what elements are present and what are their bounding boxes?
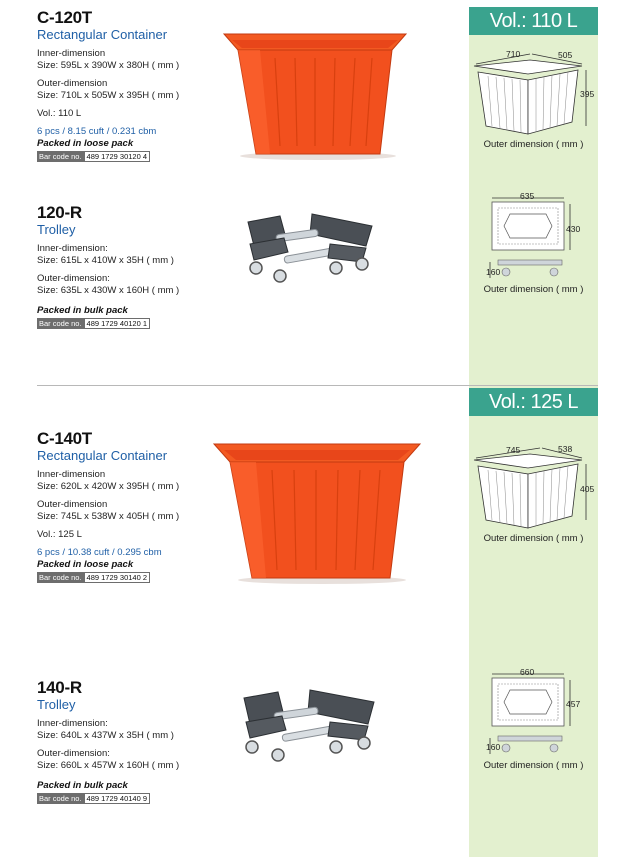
inner-dimension-size: Size: 640L x 437W x 35H ( mm ) <box>37 730 174 741</box>
packing-info: 6 pcs / 10.38 cuft / 0.295 cbm <box>37 547 162 558</box>
packing-info: 6 pcs / 8.15 cuft / 0.231 cbm <box>37 126 157 137</box>
outer-dimension-label: Outer-dimension: <box>37 273 110 284</box>
dimension-drawing-c140t <box>470 440 598 530</box>
product-code: C-140T <box>37 429 92 448</box>
dim-caption: Outer dimension ( mm ) <box>483 533 584 544</box>
product-name: Trolley <box>37 222 76 237</box>
barcode-label: Bar code no. <box>39 319 82 328</box>
trolley-photo-140r <box>236 684 382 768</box>
barcode-number: 489 1729 30120 4 <box>84 151 150 162</box>
outer-dimension-label: Outer-dimension <box>37 78 108 89</box>
barcode <box>37 318 237 329</box>
dim-width: 538 <box>558 444 573 454</box>
product-name: Trolley <box>37 697 76 712</box>
dim-caption: Outer dimension ( mm ) <box>483 139 584 150</box>
inner-dimension-label: Inner-dimension: <box>37 243 108 254</box>
product-code: 120-R <box>37 203 82 222</box>
dim-height: 395 <box>580 89 595 99</box>
volume-badge-c140t: Vol.: 125 L <box>469 388 598 416</box>
inner-dimension-size: Size: 620L x 420W x 395H ( mm ) <box>37 481 180 492</box>
outer-dimension-size: Size: 660L x 457W x 160H ( mm ) <box>37 760 180 771</box>
product-120r <box>37 203 237 329</box>
product-name: Rectangular Container <box>37 27 168 42</box>
volume-badge-c120t: Vol.: 110 L <box>469 7 598 35</box>
outer-dimension-size: Size: 745L x 538W x 405H ( mm ) <box>37 511 180 522</box>
dim-length: 745 <box>506 445 521 455</box>
product-c140t <box>37 429 237 583</box>
barcode-label: Bar code no. <box>39 794 82 803</box>
container-photo-c140t <box>212 436 422 584</box>
section-divider <box>37 385 598 386</box>
dim-width: 430 <box>566 224 581 234</box>
inner-dimension-label: Inner-dimension <box>37 48 106 59</box>
dim-caption: Outer dimension ( mm ) <box>483 760 584 771</box>
volume-line: Vol.: 110 L <box>37 108 82 119</box>
pack-type: Packed in loose pack <box>37 138 134 149</box>
barcode <box>37 572 237 583</box>
inner-dimension-label: Inner-dimension: <box>37 718 108 729</box>
dim-height: 405 <box>580 484 595 494</box>
outer-dimension-size: Size: 710L x 505W x 395H ( mm ) <box>37 90 180 101</box>
barcode-label: Bar code no. <box>39 152 82 161</box>
pack-type: Packed in bulk pack <box>37 780 128 791</box>
dim-length: 635 <box>520 191 535 201</box>
outer-dimension-label: Outer-dimension <box>37 499 108 510</box>
dim-length: 710 <box>506 49 521 59</box>
product-c120t <box>37 8 237 162</box>
barcode-number: 489 1729 30140 2 <box>84 572 150 583</box>
dimension-drawing-c120t <box>470 46 598 136</box>
outer-dimension-size: Size: 635L x 430W x 160H ( mm ) <box>37 285 180 296</box>
product-name: Rectangular Container <box>37 448 168 463</box>
trolley-photo-120r <box>240 208 380 288</box>
barcode-number: 489 1729 40140 9 <box>84 793 150 804</box>
product-code: C-120T <box>37 8 92 27</box>
inner-dimension-label: Inner-dimension <box>37 469 106 480</box>
dim-caption: Outer dimension ( mm ) <box>483 284 584 295</box>
barcode-label: Bar code no. <box>39 573 82 582</box>
volume-line: Vol.: 125 L <box>37 529 82 540</box>
pack-type: Packed in loose pack <box>37 559 134 570</box>
dim-width: 457 <box>566 699 581 709</box>
barcode <box>37 793 237 804</box>
product-140r <box>37 678 237 804</box>
product-code: 140-R <box>37 678 82 697</box>
inner-dimension-size: Size: 595L x 390W x 380H ( mm ) <box>37 60 180 71</box>
inner-dimension-size: Size: 615L x 410W x 35H ( mm ) <box>37 255 174 266</box>
barcode <box>37 151 237 162</box>
dim-length: 660 <box>520 667 535 677</box>
container-photo-c120t <box>220 28 410 160</box>
pack-type: Packed in bulk pack <box>37 305 128 316</box>
dim-width: 505 <box>558 50 573 60</box>
dim-height: 160 <box>486 267 501 277</box>
outer-dimension-label: Outer-dimension: <box>37 748 110 759</box>
barcode-number: 489 1729 40120 1 <box>84 318 150 329</box>
dim-height: 160 <box>486 742 501 752</box>
